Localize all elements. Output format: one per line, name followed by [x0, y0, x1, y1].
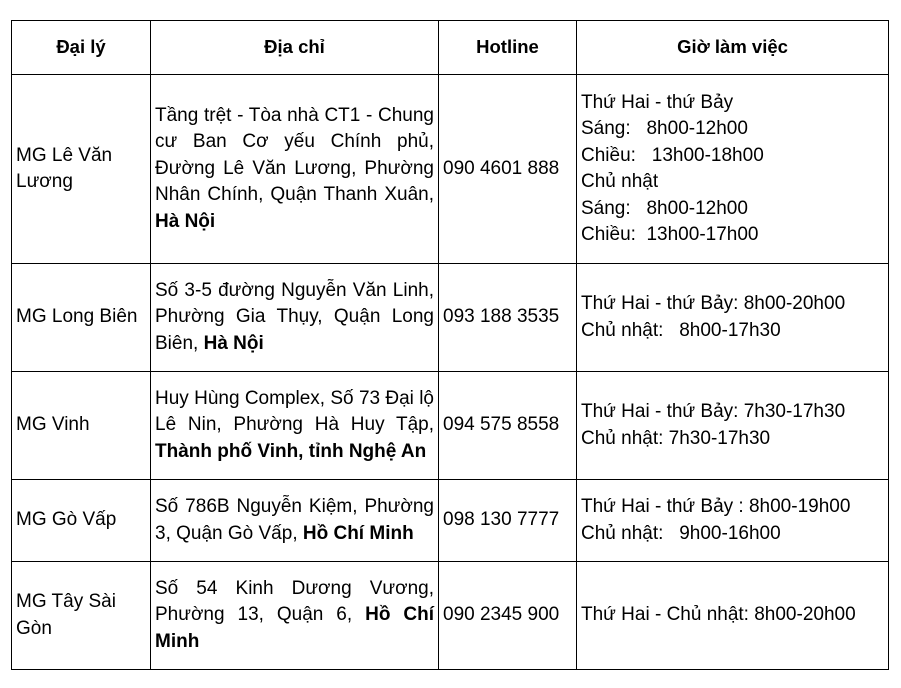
hours-line: Sáng: 8h00-12h00: [581, 118, 748, 139]
header-hours: Giờ làm việc: [577, 21, 889, 75]
dealer-hotline: 090 4601 888: [439, 75, 577, 264]
dealer-address: [151, 75, 439, 264]
address-city: Hà Nội: [155, 210, 216, 232]
dealer-hours: [577, 562, 889, 670]
dealer-hotline: 094 575 8558: [439, 372, 577, 480]
table-row: [12, 264, 889, 372]
dealer-table: [11, 20, 889, 670]
dealer-name: MG Lê Văn Lương: [12, 75, 151, 264]
address-text: Số 786B Nguyễn Kiệm, Phường 3, Quận Gò Vấp,: [155, 496, 434, 544]
address-text: Huy Hùng Complex, Số 73 Đại lộ Lê Nin, Phường Hà Huy Tập,: [155, 387, 434, 436]
dealer-address: [151, 480, 439, 562]
dealer-name: MG Tây Sài Gòn: [12, 562, 151, 670]
hours-line: Thứ Hai - thứ Bảy: [581, 91, 734, 113]
address-text: Tầng trệt - Tòa nhà CT1 - Chung cư Ban Cơ yếu Chính phủ, Đường Lê Văn Lương, Phường Nhân Chính, Quận Thanh Xuân,: [155, 104, 434, 206]
dealer-hours: [577, 480, 889, 562]
hours-line: Chủ nhật: 8h00-17h30: [581, 319, 781, 341]
dealer-name: MG Vinh: [12, 372, 151, 480]
dealer-hours: [577, 372, 889, 480]
dealer-hotline: 090 2345 900: [439, 562, 577, 670]
header-dealer: Đại lý: [12, 21, 151, 75]
dealer-address: [151, 372, 439, 480]
header-hotline: Hotline: [439, 21, 577, 75]
hours-line: Chiều: 13h00-18h00: [581, 144, 764, 166]
dealer-hours: [577, 75, 889, 264]
table-row: [12, 372, 889, 480]
address-city: Hồ Chí Minh: [155, 604, 434, 652]
dealer-hotline: 093 188 3535: [439, 264, 577, 372]
dealer-hotline: 098 130 7777: [439, 480, 577, 562]
table-row: [12, 480, 889, 562]
dealer-address: [151, 562, 439, 670]
dealer-address: [151, 264, 439, 372]
address-text: Số 3-5 đường Nguyễn Văn Linh, Phường Gia Thụy, Quận Long Biên,: [155, 279, 434, 354]
address-city: Thành phố Vinh, tỉnh Nghệ An: [155, 440, 427, 462]
hours-line: Chủ nhật: [581, 171, 659, 192]
hours-line: Thứ Hai - Chủ nhật: 8h00-20h00: [581, 604, 856, 626]
hours-line: Thứ Hai - thứ Bảy: 8h00-20h00: [581, 293, 846, 314]
address-text: Số 54 Kinh Dương Vương, Phường 13, Quận 6,: [155, 577, 434, 626]
header-address: Địa chỉ: [151, 21, 439, 75]
table-row: [12, 75, 889, 264]
hours-line: Sáng: 8h00-12h00: [581, 197, 748, 219]
hours-line: Thứ Hai - thứ Bảy : 8h00-19h00: [581, 496, 851, 517]
hours-line: Thứ Hai - thứ Bảy: 7h30-17h30: [581, 401, 846, 422]
hours-line: Chủ nhật: 9h00-16h00: [581, 522, 781, 544]
hours-line: Chủ nhật: 7h30-17h30: [581, 427, 771, 449]
dealer-name: MG Gò Vấp: [12, 480, 151, 562]
dealer-name: MG Long Biên: [12, 264, 151, 372]
header-row: [12, 21, 889, 75]
hours-line: Chiều: 13h00-17h00: [581, 224, 759, 245]
address-city: Hà Nội: [203, 332, 264, 354]
dealer-hours: [577, 264, 889, 372]
table-row: [12, 562, 889, 670]
address-city: Hồ Chí Minh: [302, 522, 414, 544]
